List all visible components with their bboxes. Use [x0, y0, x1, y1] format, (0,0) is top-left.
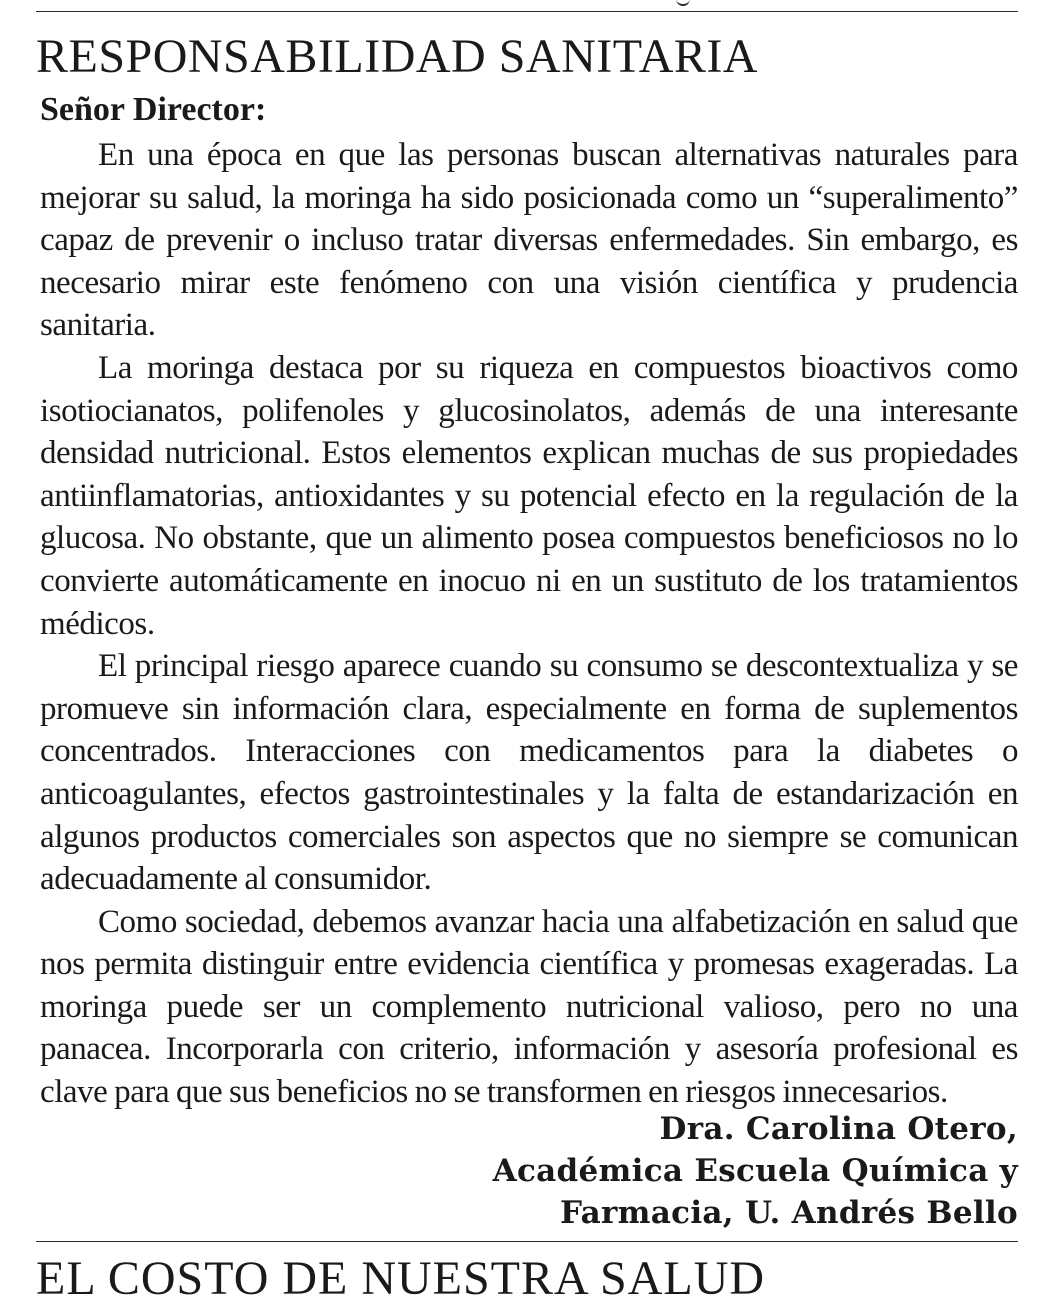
previous-article-fragment — [676, 0, 690, 6]
author-name: Dra. Carolina Otero, — [659, 1111, 1018, 1147]
author-signature — [493, 1108, 1018, 1234]
next-article-headline: EL COSTO DE NUESTRA SALUD — [36, 1252, 766, 1305]
bottom-rule — [36, 1241, 1018, 1242]
salutation: Señor Director: — [40, 91, 267, 128]
top-rule — [36, 11, 1018, 12]
article-body — [40, 134, 1018, 1114]
author-affiliation: Farmacia, U. Andrés Bello — [560, 1195, 1018, 1231]
article-headline: RESPONSABILIDAD SANITARIA — [36, 30, 759, 83]
paragraph-2: La moringa destaca por su riqueza en compuestos bioactivos como isotiocianatos, polifenoles y glucosinolatos, además de una interesante densidad nutricional. Estos elementos explican muchas de sus propiedades antiinflamatorias, antioxidantes y su potencial efecto en la regulación de la glucosa. No obstante, que un alimento posea compuestos beneficiosos no lo convierte automáticamente en inocuo ni en un sustituto de los tratamientos médicos. — [40, 349, 1018, 642]
paragraph-3: El principal riesgo aparece cuando su consumo se descontextualiza y se promueve sin información clara, especialmente en forma de suplementos concentrados. Interacciones con medicamentos para la diabetes o anticoagulantes, efectos gastrointestinales y la falta de estandarización en algunos productos comerciales son aspectos que no siempre se comunican adecuadamente al consumidor. — [40, 648, 1018, 898]
paragraph-4: Como sociedad, debemos avanzar hacia una alfabetización en salud que nos permita distinguir entre evidencia científica y promesas exageradas. La moringa puede ser un complemento nutricional valioso, pero no una panacea. Incorporarla con criterio, información y asesoría profesional es clave para que sus beneficios no se transformen en riesgos innecesarios. — [40, 903, 1018, 1111]
paragraph-1: En una época en que las personas buscan alternativas naturales para mejorar su salud, la moringa ha sido posicionada como un “superalimento” capaz de prevenir o incluso tratar diversas enfermedades. Sin embargo, es necesario mirar este fenómeno con una visión científica y prudencia sanitaria. — [40, 137, 1018, 344]
author-title: Académica Escuela Química y — [492, 1153, 1018, 1189]
